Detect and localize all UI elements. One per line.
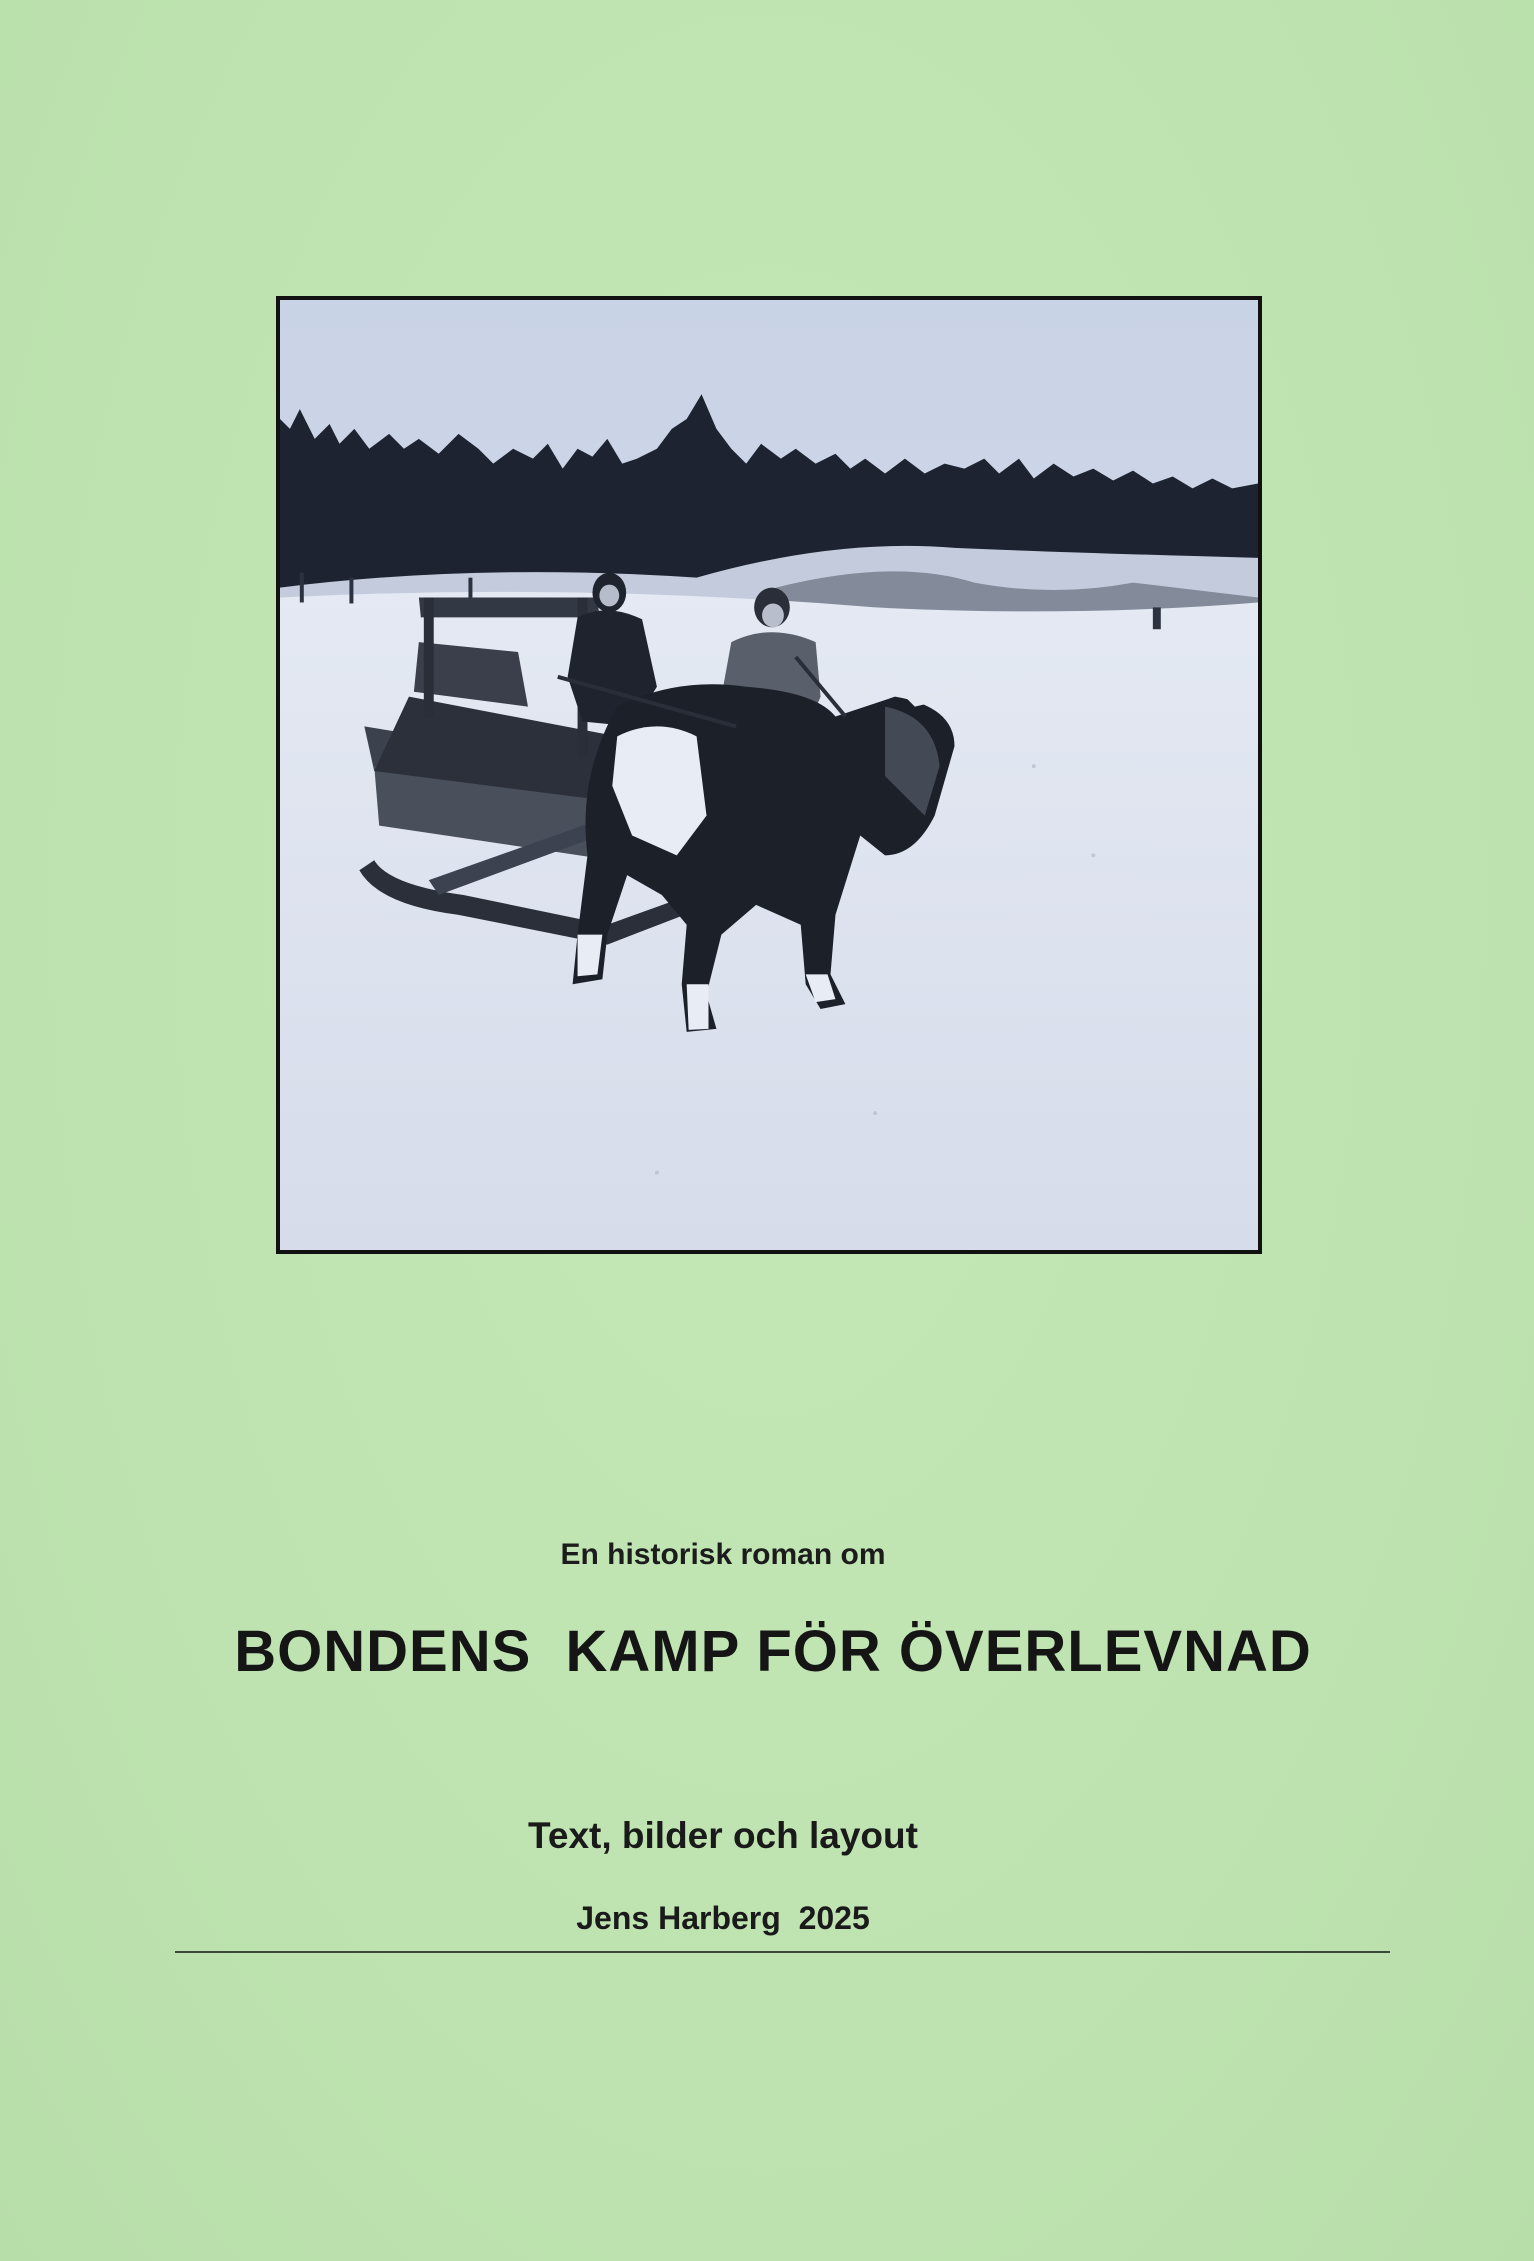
cover-subtitle: En historisk roman om xyxy=(560,1538,886,1571)
horizontal-rule xyxy=(175,1951,1390,1953)
ox-sled-photo xyxy=(280,300,1258,1250)
book-title: BONDENS KAMP FÖR ÖVERLEVNAD xyxy=(234,1619,1312,1684)
author-and-year: Jens Harberg 2025 xyxy=(576,1900,870,1936)
cover-credit: Text, bilder och layout xyxy=(528,1815,918,1856)
cover-photo xyxy=(276,296,1262,1254)
